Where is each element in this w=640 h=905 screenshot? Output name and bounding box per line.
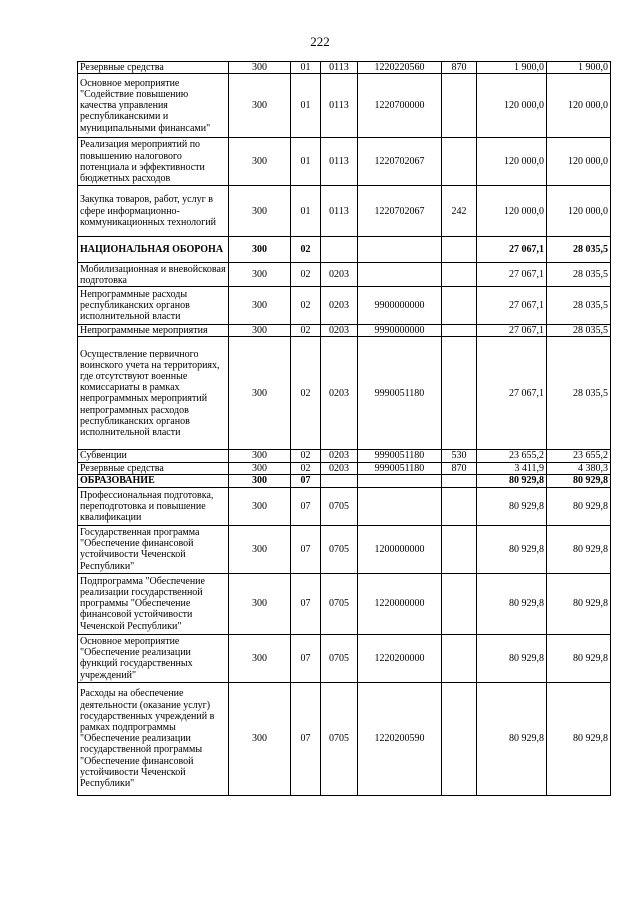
cell-sum-year-1: 120 000,0: [477, 138, 547, 186]
cell-expense-type: [442, 138, 477, 186]
cell-ministry-code: 300: [229, 487, 291, 525]
cell-ministry-code: 300: [229, 186, 291, 237]
cell-section: 02: [291, 337, 321, 450]
cell-target-article: 1200000000: [358, 525, 442, 573]
cell-section: 07: [291, 573, 321, 634]
cell-target-article: 1220200000: [358, 634, 442, 682]
table-row: [78, 62, 611, 74]
table-body: [78, 62, 611, 796]
cell-subsection: 0705: [321, 487, 358, 525]
cell-sum-year-1: 120 000,0: [477, 74, 547, 138]
table-row: [78, 450, 611, 462]
cell-subsection: 0705: [321, 525, 358, 573]
cell-sum-year-1: 80 929,8: [477, 634, 547, 682]
cell-section: 01: [291, 138, 321, 186]
cell-ministry-code: 300: [229, 337, 291, 450]
cell-subsection: 0203: [321, 263, 358, 287]
cell-sum-year-1: 80 929,8: [477, 682, 547, 795]
cell-name: Непрограммные мероприятия: [78, 325, 229, 337]
cell-sum-year-1: 80 929,8: [477, 474, 547, 487]
budget-table: [77, 61, 611, 796]
cell-sum-year-1: 23 655,2: [477, 450, 547, 462]
cell-subsection: 0203: [321, 462, 358, 474]
cell-ministry-code: 300: [229, 682, 291, 795]
cell-section: 07: [291, 634, 321, 682]
cell-sum-year-1: 27 067,1: [477, 325, 547, 337]
cell-ministry-code: 300: [229, 62, 291, 74]
cell-section: 02: [291, 462, 321, 474]
cell-section: 02: [291, 287, 321, 325]
table-row: [78, 634, 611, 682]
cell-section: 07: [291, 474, 321, 487]
cell-subsection: [321, 474, 358, 487]
cell-target-article: [358, 474, 442, 487]
cell-target-article: 9900000000: [358, 287, 442, 325]
cell-ministry-code: 300: [229, 74, 291, 138]
table-row: [78, 263, 611, 287]
cell-section: 02: [291, 325, 321, 337]
cell-sum-year-1: 120 000,0: [477, 186, 547, 237]
table-row: [78, 525, 611, 573]
table-row: [78, 237, 611, 263]
cell-ministry-code: 300: [229, 138, 291, 186]
cell-sum-year-1: 27 067,1: [477, 287, 547, 325]
cell-target-article: 1220700000: [358, 74, 442, 138]
cell-sum-year-2: 28 035,5: [547, 237, 611, 263]
table-row: [78, 287, 611, 325]
cell-sum-year-2: 28 035,5: [547, 263, 611, 287]
cell-name: Мобилизационная и вневойсковая подготовка: [78, 263, 229, 287]
cell-name: НАЦИОНАЛЬНАЯ ОБОРОНА: [78, 237, 229, 263]
cell-expense-type: [442, 263, 477, 287]
table-row: [78, 74, 611, 138]
cell-name: Основное мероприятие "Обеспечение реализации функций государственных учреждений": [78, 634, 229, 682]
cell-target-article: 1220000000: [358, 573, 442, 634]
cell-expense-type: [442, 287, 477, 325]
table-row: [78, 325, 611, 337]
cell-sum-year-2: 4 380,3: [547, 462, 611, 474]
cell-sum-year-1: 27 067,1: [477, 237, 547, 263]
cell-target-article: 1220200590: [358, 682, 442, 795]
cell-expense-type: [442, 682, 477, 795]
cell-subsection: 0203: [321, 287, 358, 325]
cell-name: Расходы на обеспечение деятельности (оказание услуг) государственных учреждений в рамках подпрограммы "Обеспечение реализации государственной программы "Обеспечение финансовой устойчивости Чеченской Республики": [78, 682, 229, 795]
cell-expense-type: [442, 487, 477, 525]
cell-expense-type: 242: [442, 186, 477, 237]
cell-sum-year-1: 80 929,8: [477, 525, 547, 573]
cell-subsection: 0203: [321, 325, 358, 337]
cell-target-article: 1220702067: [358, 138, 442, 186]
table-row: [78, 682, 611, 795]
cell-name: ОБРАЗОВАНИЕ: [78, 474, 229, 487]
table-row: [78, 487, 611, 525]
cell-target-article: 9990051180: [358, 450, 442, 462]
cell-name: Государственная программа "Обеспечение финансовой устойчивости Чеченской Республики": [78, 525, 229, 573]
cell-name: Осуществление первичного воинского учета на территориях, где отсутствуют военные комиссариаты в рамках непрограммных мероприятий непрограммных расходов республиканских органов исполнительной власти: [78, 337, 229, 450]
cell-sum-year-1: 27 067,1: [477, 263, 547, 287]
cell-ministry-code: 300: [229, 287, 291, 325]
cell-sum-year-2: 120 000,0: [547, 74, 611, 138]
cell-sum-year-2: 120 000,0: [547, 186, 611, 237]
cell-subsection: 0113: [321, 62, 358, 74]
cell-name: Резервные средства: [78, 62, 229, 74]
cell-ministry-code: 300: [229, 634, 291, 682]
cell-subsection: 0113: [321, 74, 358, 138]
cell-expense-type: [442, 237, 477, 263]
cell-sum-year-2: 80 929,8: [547, 474, 611, 487]
cell-sum-year-2: 28 035,5: [547, 325, 611, 337]
cell-section: 07: [291, 525, 321, 573]
cell-ministry-code: 300: [229, 450, 291, 462]
cell-target-article: [358, 487, 442, 525]
cell-expense-type: [442, 337, 477, 450]
cell-target-article: 9990051180: [358, 337, 442, 450]
cell-name: Субвенции: [78, 450, 229, 462]
cell-target-article: 9990000000: [358, 325, 442, 337]
cell-sum-year-2: 28 035,5: [547, 287, 611, 325]
cell-sum-year-2: 28 035,5: [547, 337, 611, 450]
cell-name: Подпрограмма "Обеспечение реализации государственной программы "Обеспечение финансовой устойчивости Чеченской Республики": [78, 573, 229, 634]
cell-ministry-code: 300: [229, 237, 291, 263]
cell-section: 01: [291, 186, 321, 237]
cell-expense-type: 870: [442, 62, 477, 74]
cell-ministry-code: 300: [229, 462, 291, 474]
cell-subsection: 0705: [321, 573, 358, 634]
cell-section: 02: [291, 237, 321, 263]
cell-section: 01: [291, 74, 321, 138]
cell-sum-year-1: 80 929,8: [477, 487, 547, 525]
cell-sum-year-2: 23 655,2: [547, 450, 611, 462]
cell-expense-type: 530: [442, 450, 477, 462]
cell-name: Реализация мероприятий по повышению налогового потенциала и эффективности бюджетных расходов: [78, 138, 229, 186]
cell-sum-year-1: 27 067,1: [477, 337, 547, 450]
page-number: 222: [310, 34, 330, 49]
cell-expense-type: [442, 634, 477, 682]
cell-section: 01: [291, 62, 321, 74]
cell-sum-year-2: 80 929,8: [547, 487, 611, 525]
cell-target-article: 1220702067: [358, 186, 442, 237]
cell-target-article: [358, 263, 442, 287]
cell-section: 07: [291, 682, 321, 795]
cell-expense-type: 870: [442, 462, 477, 474]
cell-expense-type: [442, 474, 477, 487]
cell-expense-type: [442, 74, 477, 138]
cell-ministry-code: 300: [229, 525, 291, 573]
cell-sum-year-1: 80 929,8: [477, 573, 547, 634]
table-row: [78, 573, 611, 634]
cell-subsection: 0705: [321, 682, 358, 795]
cell-sum-year-2: 1 900,0: [547, 62, 611, 74]
cell-section: 07: [291, 487, 321, 525]
cell-name: Профессиональная подготовка, переподготовка и повышение квалификации: [78, 487, 229, 525]
cell-target-article: 9990051180: [358, 462, 442, 474]
cell-expense-type: [442, 325, 477, 337]
cell-section: 02: [291, 450, 321, 462]
cell-sum-year-1: 1 900,0: [477, 62, 547, 74]
cell-subsection: 0113: [321, 138, 358, 186]
cell-target-article: [358, 237, 442, 263]
cell-name: Резервные средства: [78, 462, 229, 474]
cell-name: Непрограммные расходы республиканских органов исполнительной власти: [78, 287, 229, 325]
cell-section: 02: [291, 263, 321, 287]
cell-ministry-code: 300: [229, 573, 291, 634]
cell-sum-year-1: 3 411,9: [477, 462, 547, 474]
cell-ministry-code: 300: [229, 474, 291, 487]
cell-subsection: 0203: [321, 450, 358, 462]
cell-sum-year-2: 80 929,8: [547, 682, 611, 795]
table-row: [78, 138, 611, 186]
cell-ministry-code: 300: [229, 325, 291, 337]
table-row: [78, 337, 611, 450]
table-row: [78, 186, 611, 237]
cell-name: Основное мероприятие "Содействие повышению качества управления республиканскими и муниципальными финансами": [78, 74, 229, 138]
cell-subsection: [321, 237, 358, 263]
cell-expense-type: [442, 525, 477, 573]
cell-subsection: 0203: [321, 337, 358, 450]
cell-subsection: 0113: [321, 186, 358, 237]
table-row: [78, 474, 611, 487]
cell-target-article: 1220220560: [358, 62, 442, 74]
cell-sum-year-2: 80 929,8: [547, 573, 611, 634]
table-row: [78, 462, 611, 474]
cell-sum-year-2: 120 000,0: [547, 138, 611, 186]
cell-sum-year-2: 80 929,8: [547, 634, 611, 682]
cell-sum-year-2: 80 929,8: [547, 525, 611, 573]
cell-ministry-code: 300: [229, 263, 291, 287]
cell-name: Закупка товаров, работ, услуг в сфере информационно-коммуникационных технологий: [78, 186, 229, 237]
cell-expense-type: [442, 573, 477, 634]
cell-subsection: 0705: [321, 634, 358, 682]
